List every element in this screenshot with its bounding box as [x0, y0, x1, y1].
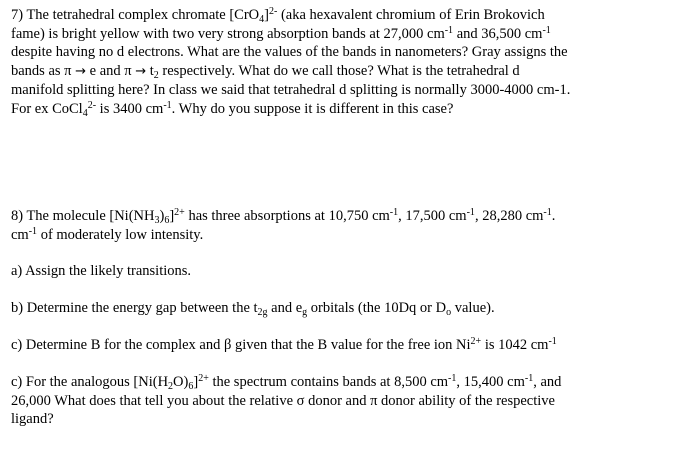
- part-a: a) Assign the likely transitions.: [11, 263, 192, 279]
- q8-line-2: $cm^{-1}$ of moderately low intensity.: [11, 225, 204, 243]
- q7-line-2: fame) is bright yellow with two very strong absorption bands at 27,000 $cm^{-1}$ and 36,500 $cm^{-1}$: [11, 24, 551, 42]
- part-c: c) Determine B for the complex and β given that the B value for the free ion $Ni^{2+}$ is 1042 $cm^{-1}$: [11, 336, 557, 353]
- part-b: b) Determine the energy gap between the $t_{2g}$ and $e_g$ orbitals (the 10Dq or $D_o$ value).: [11, 300, 495, 318]
- q7-line-3: despite having no d electrons. What are the values of the bands in nanometers? Gray assigns the: [11, 44, 568, 60]
- q8-line-1: 8) The molecule $[Ni(NH_3)_6]^{2+}$ has three absorptions at 10,750 $cm^{-1}$, 17,500 $cm^{-1}$, 28,280 $cm^{-1}$.: [11, 207, 556, 226]
- right-arrow-icon: →: [75, 63, 87, 79]
- part-d-line-2: 26,000 What does that tell you about the relative σ donor and π donor ability of the respective: [11, 392, 555, 409]
- q7-line-1: 7) The tetrahedral complex chromate $[CrO_4]^{2-}$ (aka hexavalent chromium of Erin Brokovich: [11, 6, 545, 25]
- q7-line-4: bands as π → e and $\pi \to t_2$ respectively. What do we call those? What is the tetrahedral d: [11, 62, 520, 81]
- q7-line-6: For ex CoCl$_4^{2-}$ is 3400 $cm^{-1}$. Why do you suppose it is different in this case?: [11, 99, 454, 119]
- part-d: [11, 373, 651, 429]
- question-8: [11, 207, 671, 244]
- part-d-line-1: c) For the analogous $[Ni(H_2O)_6]^{2+}$ the spectrum contains bands at 8,500 $cm^{-1}$, 15,400 $cm^{-1}$, and: [11, 373, 562, 392]
- part-d-line-3: ligand?: [11, 411, 54, 427]
- q7-line-5: manifold splitting here? In class we said that tetrahedral d splitting is normally 3000-4000 cm-1.: [11, 82, 571, 98]
- right-arrow-icon: →: [135, 63, 147, 79]
- question-7: [11, 6, 671, 118]
